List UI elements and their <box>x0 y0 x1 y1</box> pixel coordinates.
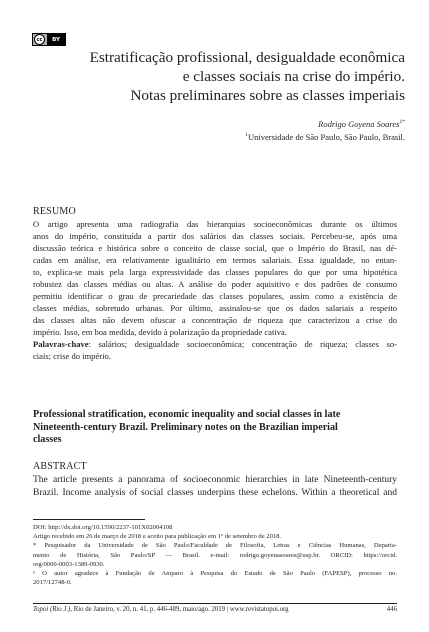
footnote-author: org/0000-0003-1389-0930. <box>33 560 105 568</box>
footnote-dates: Artigo recebido em 26 de março de 2018 e aceito para publicação em 1º de setembro de 2018. <box>33 533 282 541</box>
resumo-heading: RESUMO <box>33 206 76 217</box>
footnote-funding: 2017/12748-0. <box>33 579 72 587</box>
resumo-line: robustez das classes médias ou altas. A análise do poder aquisitivo e dos padrões de consumo <box>33 279 397 290</box>
citation-text[interactable]: , Rio de Janeiro, v. 20, n. 41, p. 446-489, maio/ago. 2019 | www.revistatopoi.org <box>70 606 289 613</box>
abstract-body <box>33 474 397 501</box>
author-name <box>318 119 405 129</box>
cc-logo-icon: cc <box>34 34 45 45</box>
page-footer <box>33 606 397 613</box>
resumo-line: O artigo apresenta uma radiografia das hierarquias socioeconômicas durante os últimos <box>33 219 397 229</box>
title-line: e classes sociais na crise do império. <box>182 68 405 85</box>
resumo-line: to, explica-se mais pela larga expressividade das classes populares do que por uma hipotética <box>33 267 397 278</box>
footnote-funding: ¹ O autor agradece à Fundação de Amparo à Pesquisa do Estado de São Paulo (FAPESP), processo no. <box>33 570 397 578</box>
author-marks: 1* <box>399 119 405 126</box>
cc-license-icon[interactable] <box>32 33 66 46</box>
author-affiliation <box>245 132 405 142</box>
keywords-label: Palavras-chave <box>33 339 89 350</box>
resumo-body <box>33 218 397 362</box>
title-line: Estratificação profissional, desigualdade econômica <box>89 49 405 66</box>
resumo-line: permitiu identificar o grau de precariedade das classes populares, assim como a existência de <box>33 291 397 302</box>
keywords-line <box>33 338 397 350</box>
resumo-line: das classes altas não devem ofuscar a concentração de riqueza que caracterizou a crise do <box>33 315 397 326</box>
english-title-line: Nineteenth-century Brazil. Preliminary notes on the Brazilian imperial <box>33 421 338 433</box>
cc-by-icon: BY <box>47 34 65 45</box>
abstract-line: Brazil. Income analysis of social classes underpins these echelons. Within a theoretical and <box>33 488 397 499</box>
footnotes <box>33 523 397 587</box>
english-title-line: classes <box>33 434 62 446</box>
journal-name: Topoi (Rio J.) <box>33 606 71 613</box>
english-title <box>33 409 397 447</box>
resumo-line: cadas em análise, era relativamente igualitário em termos salariais. Essa igualdade, no entan- <box>33 255 397 266</box>
footnote-author[interactable]: mento de História, São Paulo/SP — Brasil. e-mail: rodrigo.goyenasoares@usp.br. ORCID: https://orcid. <box>33 551 397 559</box>
keywords-line: ciais; crise do império. <box>33 351 111 362</box>
resumo-line: império. Isso, em boa medida, devido à polarização da propriedade cativa. <box>33 327 287 338</box>
resumo-line: anos do império, constituída a partir dos salários das classes sociais. Percebeu-se, após uma <box>33 231 397 242</box>
footer-citation <box>33 606 289 613</box>
affiliation-text: Universidade de São Paulo, São Paulo, Brasil. <box>248 132 405 142</box>
page-number: 446 <box>386 606 397 613</box>
resumo-line: discussão teórica e histórica sobre o conceito de classe social, que o Império do Brasil, nas dé- <box>33 243 397 254</box>
english-title-line: Professional stratification, economic inequality and social classes in late <box>33 409 341 420</box>
author-name-text: Rodrigo Goyena Soares <box>318 119 400 129</box>
footnote-author: * Pesquisador da Universidade de São Paulo/Faculdade de Filosofia, Letras e Ciências Humanas, Departa- <box>33 542 397 550</box>
abstract-heading: ABSTRACT <box>33 461 87 472</box>
keywords-text: : salários; desigualdade socioeconômica; concentração de riqueza; classes so- <box>88 339 397 350</box>
footnote-doi[interactable]: DOI: http://dx.doi.org/10.1590/2237-101X02004108 <box>33 524 173 531</box>
title-line: Notas preliminares sobre as classes imperiais <box>130 87 405 104</box>
footnote-divider <box>33 519 145 520</box>
abstract-line: The article presents a panorama of socioeconomic hierarchies in late Nineteenth-century <box>33 475 397 485</box>
affiliation-mark: 1 <box>245 132 248 139</box>
footer-divider <box>33 603 397 604</box>
article-title <box>75 48 405 105</box>
resumo-line: classes médias, sobretudo urbanas. Por último, assinalou-se que os dados salariais a respeito <box>33 303 397 314</box>
